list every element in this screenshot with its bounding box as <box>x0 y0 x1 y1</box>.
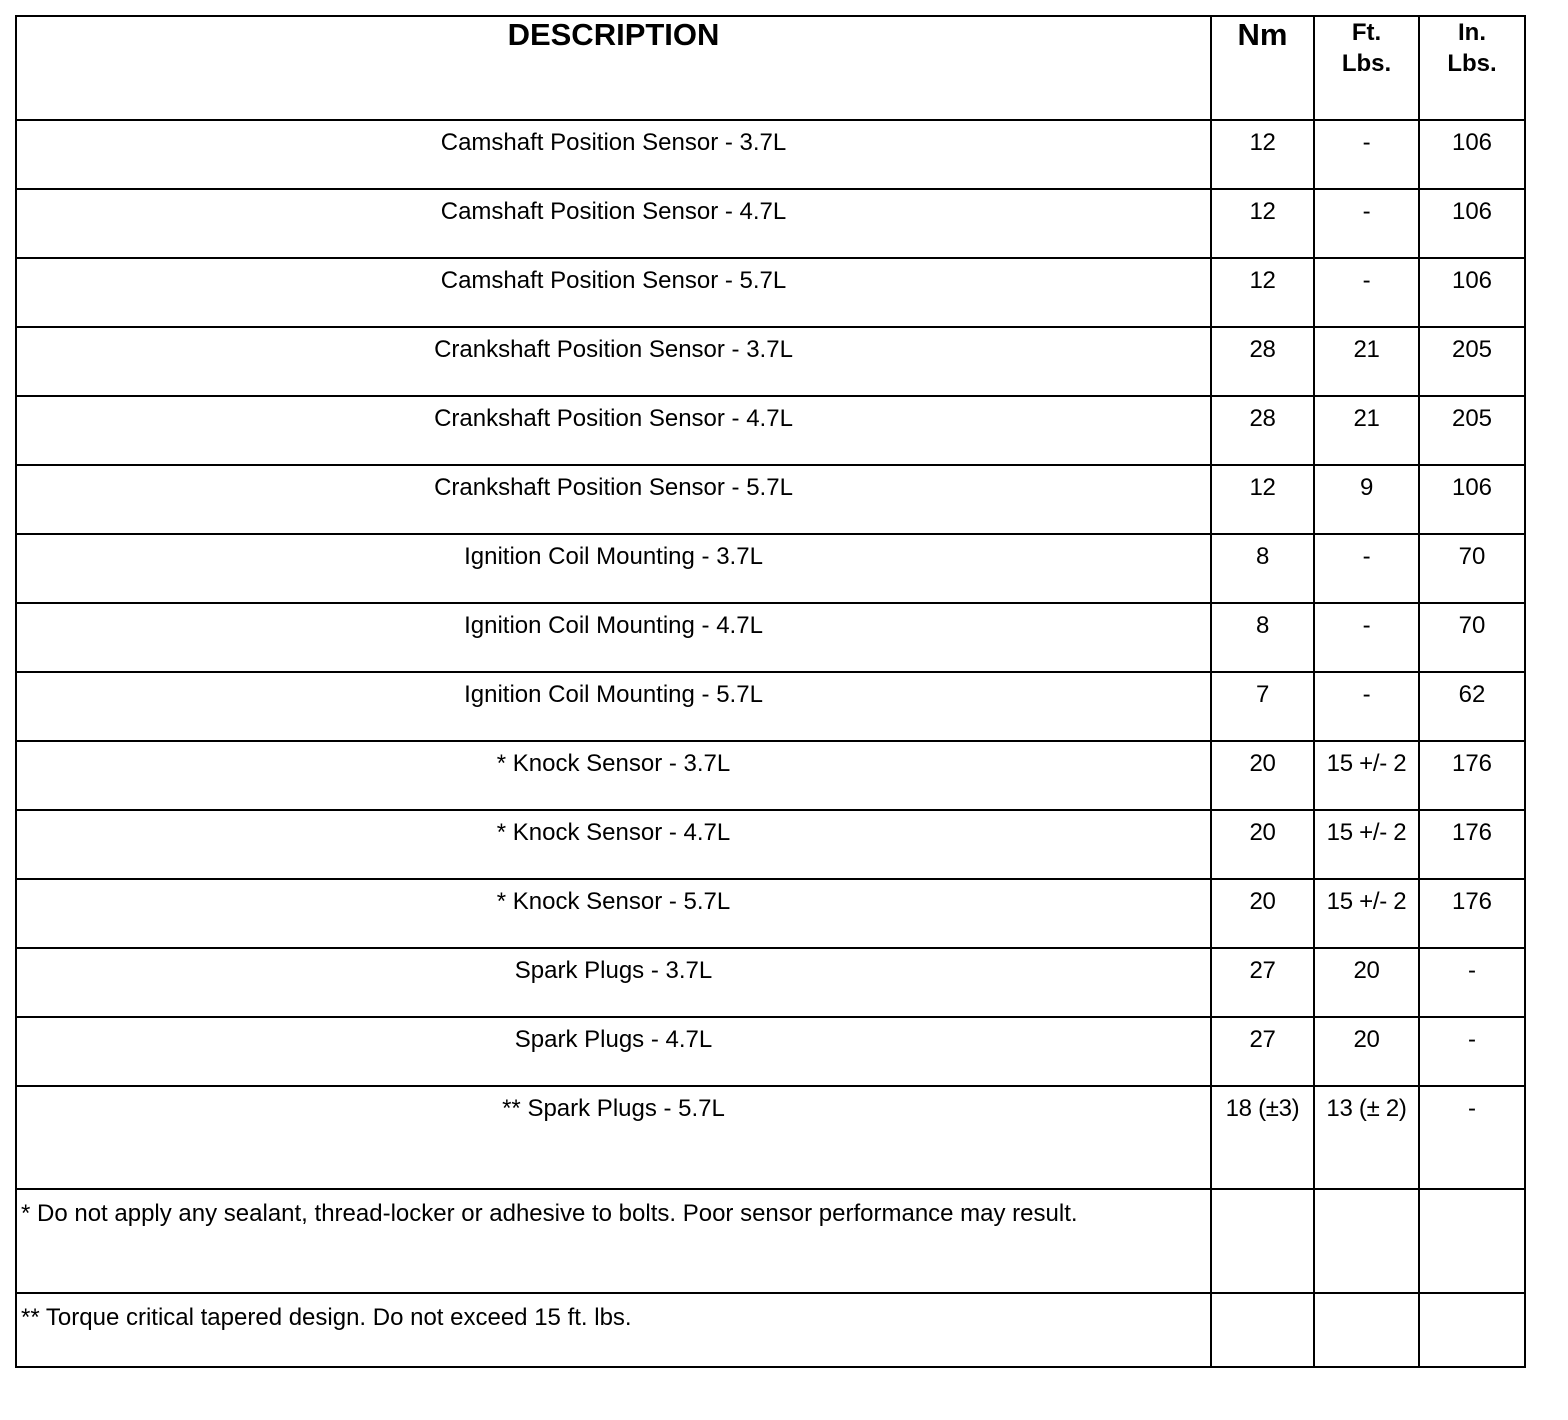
in-lbs-cell: 205 <box>1419 396 1525 465</box>
nm-cell: 12 <box>1211 120 1314 189</box>
nm-cell: 20 <box>1211 741 1314 810</box>
header-nm: Nm <box>1211 16 1314 120</box>
nm-cell: 12 <box>1211 189 1314 258</box>
nm-cell: 27 <box>1211 948 1314 1017</box>
in-lbs-cell: - <box>1419 948 1525 1017</box>
in-lbs-cell: 106 <box>1419 189 1525 258</box>
in-lbs-cell: 106 <box>1419 120 1525 189</box>
ft-lbs-cell: - <box>1314 603 1419 672</box>
table-row <box>16 465 1525 534</box>
ft-lbs-cell: - <box>1314 120 1419 189</box>
table-row <box>16 534 1525 603</box>
table-row <box>16 1017 1525 1086</box>
empty-cell <box>1314 1189 1419 1293</box>
nm-cell: 20 <box>1211 879 1314 948</box>
description-cell: Camshaft Position Sensor - 4.7L <box>16 189 1211 258</box>
empty-cell <box>1211 1293 1314 1367</box>
table-row <box>16 603 1525 672</box>
torque-spec-table <box>15 15 1526 1368</box>
in-lbs-cell: 62 <box>1419 672 1525 741</box>
in-lbs-cell: 106 <box>1419 465 1525 534</box>
nm-cell: 28 <box>1211 396 1314 465</box>
ft-lbs-cell: 21 <box>1314 327 1419 396</box>
ft-lbs-cell: 15 +/- 2 <box>1314 879 1419 948</box>
description-cell: Ignition Coil Mounting - 4.7L <box>16 603 1211 672</box>
header-in-lbs <box>1419 16 1525 120</box>
table-row <box>16 810 1525 879</box>
table-row <box>16 1086 1525 1189</box>
ft-lbs-cell: - <box>1314 672 1419 741</box>
table-row <box>16 189 1525 258</box>
nm-cell: 12 <box>1211 258 1314 327</box>
description-cell: Camshaft Position Sensor - 5.7L <box>16 258 1211 327</box>
ft-lbs-cell: 20 <box>1314 1017 1419 1086</box>
description-cell: * Knock Sensor - 5.7L <box>16 879 1211 948</box>
description-cell: * Knock Sensor - 4.7L <box>16 810 1211 879</box>
table-row <box>16 327 1525 396</box>
table-row <box>16 879 1525 948</box>
table-row <box>16 396 1525 465</box>
in-lbs-cell: 176 <box>1419 810 1525 879</box>
header-in-lbs-line1: In. <box>1458 19 1486 46</box>
nm-cell: 18 (±3) <box>1211 1086 1314 1189</box>
nm-cell: 28 <box>1211 327 1314 396</box>
ft-lbs-cell: 15 +/- 2 <box>1314 810 1419 879</box>
in-lbs-cell: 205 <box>1419 327 1525 396</box>
description-cell: Ignition Coil Mounting - 5.7L <box>16 672 1211 741</box>
in-lbs-cell: 106 <box>1419 258 1525 327</box>
in-lbs-cell: 70 <box>1419 603 1525 672</box>
footnote-sealant: * Do not apply any sealant, thread-locker or adhesive to bolts. Poor sensor performance may result. <box>16 1189 1211 1293</box>
empty-cell <box>1314 1293 1419 1367</box>
nm-cell: 7 <box>1211 672 1314 741</box>
header-ft-lbs-line2: Lbs. <box>1341 50 1392 77</box>
empty-cell <box>1211 1189 1314 1293</box>
in-lbs-cell: - <box>1419 1086 1525 1189</box>
nm-cell: 20 <box>1211 810 1314 879</box>
description-cell: ** Spark Plugs - 5.7L <box>16 1086 1211 1189</box>
ft-lbs-cell: - <box>1314 189 1419 258</box>
table-row <box>16 948 1525 1017</box>
header-row <box>16 16 1525 120</box>
description-cell: Crankshaft Position Sensor - 4.7L <box>16 396 1211 465</box>
description-cell: Spark Plugs - 4.7L <box>16 1017 1211 1086</box>
description-cell: * Knock Sensor - 3.7L <box>16 741 1211 810</box>
footnote-row <box>16 1189 1525 1293</box>
in-lbs-cell: 176 <box>1419 741 1525 810</box>
table-row <box>16 258 1525 327</box>
table-row <box>16 672 1525 741</box>
ft-lbs-cell: 13 (± 2) <box>1314 1086 1419 1189</box>
nm-cell: 27 <box>1211 1017 1314 1086</box>
table-row <box>16 741 1525 810</box>
description-cell: Ignition Coil Mounting - 3.7L <box>16 534 1211 603</box>
header-ft-lbs-line1: Ft. <box>1351 19 1382 46</box>
ft-lbs-cell: 15 +/- 2 <box>1314 741 1419 810</box>
description-cell: Camshaft Position Sensor - 3.7L <box>16 120 1211 189</box>
ft-lbs-cell: 21 <box>1314 396 1419 465</box>
description-cell: Crankshaft Position Sensor - 3.7L <box>16 327 1211 396</box>
ft-lbs-cell: - <box>1314 258 1419 327</box>
in-lbs-cell: 70 <box>1419 534 1525 603</box>
ft-lbs-cell: 20 <box>1314 948 1419 1017</box>
header-description: DESCRIPTION <box>16 16 1211 120</box>
header-in-lbs-line2: Lbs. <box>1447 50 1497 77</box>
footnote-row <box>16 1293 1525 1367</box>
empty-cell <box>1419 1189 1525 1293</box>
nm-cell: 8 <box>1211 603 1314 672</box>
in-lbs-cell: 176 <box>1419 879 1525 948</box>
ft-lbs-cell: - <box>1314 534 1419 603</box>
ft-lbs-cell: 9 <box>1314 465 1419 534</box>
footnote-torque-critical: ** Torque critical tapered design. Do not exceed 15 ft. lbs. <box>16 1293 1211 1367</box>
description-cell: Crankshaft Position Sensor - 5.7L <box>16 465 1211 534</box>
in-lbs-cell: - <box>1419 1017 1525 1086</box>
description-cell: Spark Plugs - 3.7L <box>16 948 1211 1017</box>
nm-cell: 8 <box>1211 534 1314 603</box>
table-row <box>16 120 1525 189</box>
nm-cell: 12 <box>1211 465 1314 534</box>
header-ft-lbs <box>1314 16 1419 120</box>
empty-cell <box>1419 1293 1525 1367</box>
